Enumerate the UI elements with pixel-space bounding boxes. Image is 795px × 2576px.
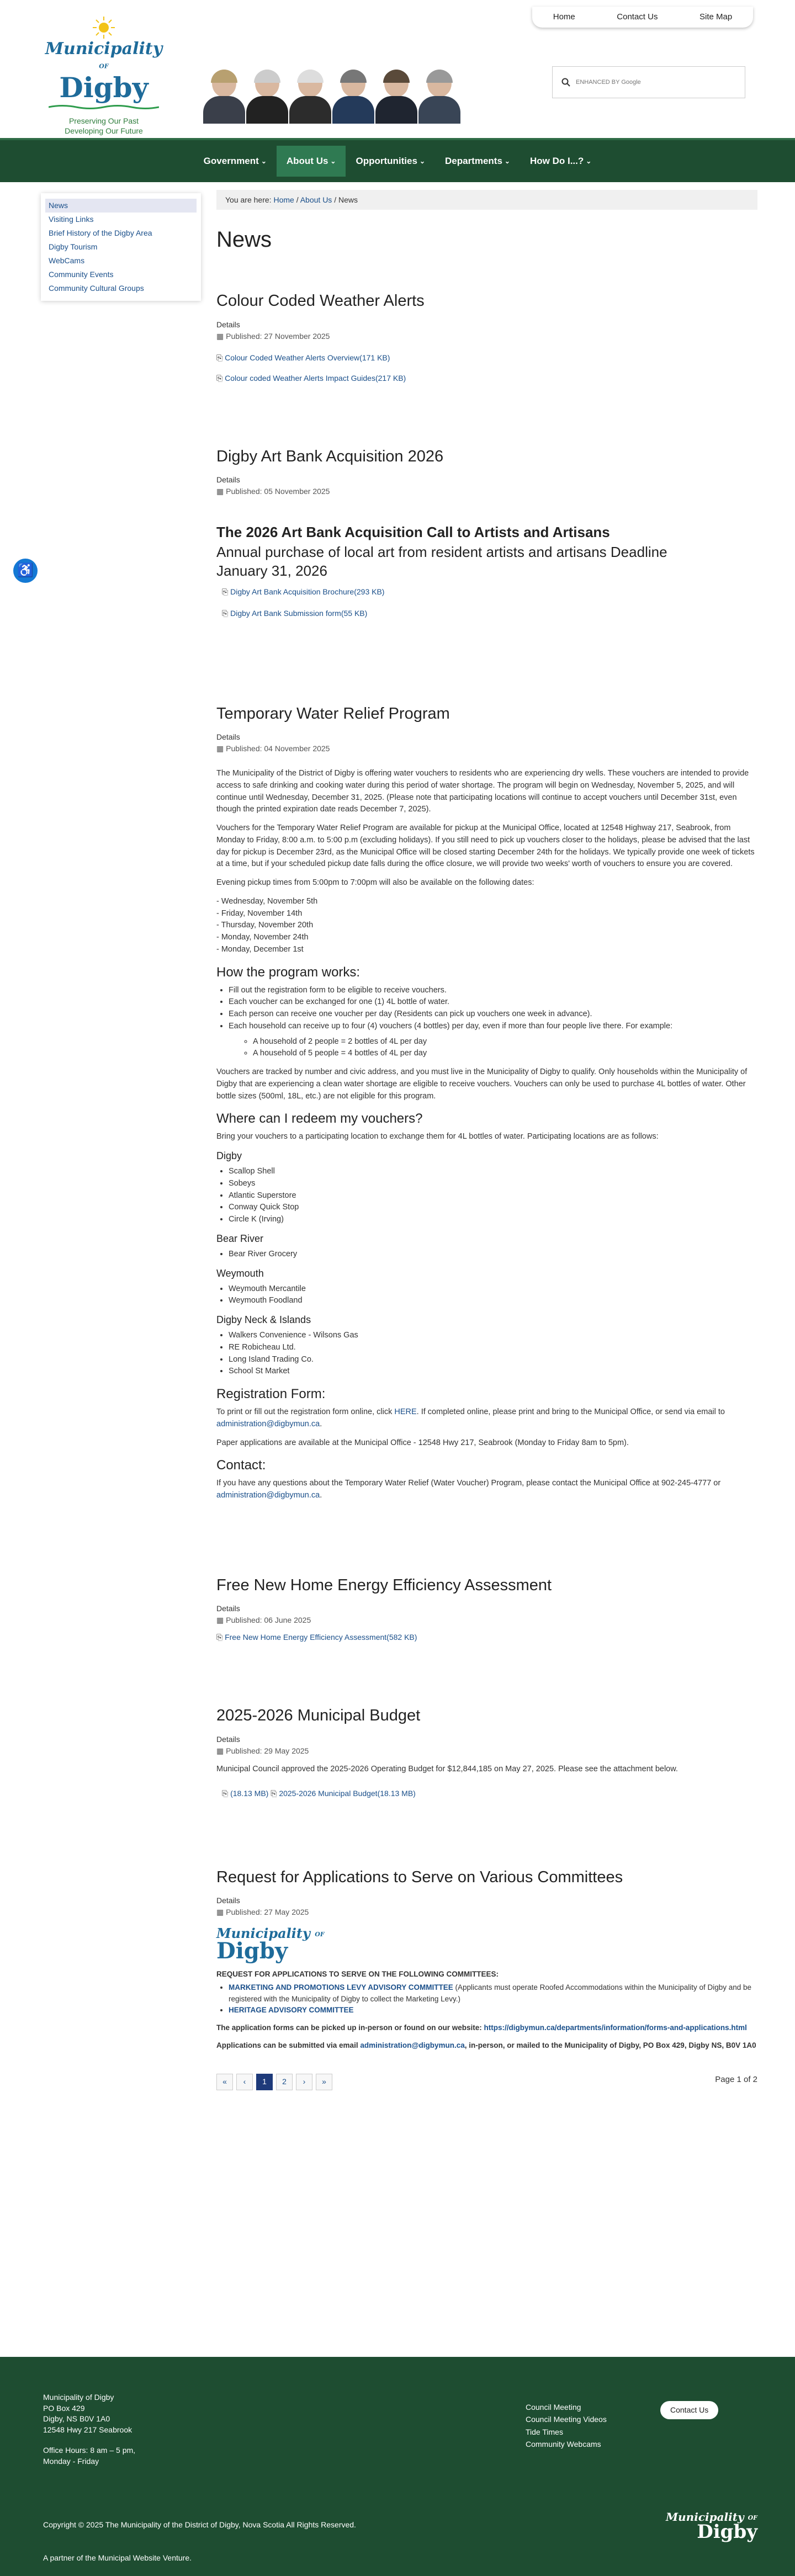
article-energy — [216, 1574, 757, 1644]
list-item: • Bear River Grocery — [229, 1249, 757, 1261]
nav-opportunities[interactable]: Opportunities ⌄ — [356, 156, 425, 167]
example-list — [253, 1036, 757, 1060]
store-list — [229, 1283, 757, 1308]
partner-text: A partner of the Municipal Website Venture. — [43, 2553, 192, 2562]
art-heading: The 2026 Art Bank Acquisition Call to Artists and Artisans — [216, 524, 610, 540]
attachment[interactable]: ⎘ Colour coded Weather Alerts Impact Guides(217 KB) — [216, 373, 406, 383]
list-item: • Walkers Convenience - Wilsons Gas — [229, 1330, 757, 1342]
how-heading: How the program works: — [216, 964, 361, 980]
breadcrumb-current: News — [338, 195, 358, 204]
article-title[interactable]: Digby Art Bank Acquisition 2026 — [216, 447, 444, 465]
list-item: • Each voucher can be exchanged for one (1) 4L bottle of water. — [229, 996, 757, 1008]
list-item: • Scallop Shell — [229, 1166, 757, 1178]
chevron-down-icon: ⌄ — [330, 157, 336, 165]
email-link[interactable]: administration@digbymun.ca — [216, 1419, 320, 1428]
address-line: PO Box 429 — [43, 2403, 85, 2413]
footer-link-webcams[interactable]: Community Webcams — [526, 2440, 601, 2449]
published-date: ▦ Published: 27 May 2025 — [216, 1908, 309, 1917]
council-member — [332, 67, 374, 123]
store-list — [229, 1249, 757, 1261]
contact-us-link[interactable]: Contact Us — [617, 12, 658, 22]
council-member — [418, 67, 460, 123]
pickup-date: - Monday, December 1st — [216, 944, 304, 954]
document-icon: ⎘ — [222, 587, 229, 596]
budget-paragraph: Municipal Council approved the 2025-2026 Operating Budget for $12,844,185 on May 27, 2025. Please see the attachment below. — [216, 1764, 678, 1773]
forms-link[interactable]: https://digbymun.ca/departments/information/forms-and-applications.html — [484, 2023, 747, 2032]
article-art-bank — [216, 445, 757, 619]
calendar-icon: ▦ — [216, 487, 224, 496]
water-paragraph: Vouchers for the Temporary Water Relief Program are available for pickup at the Municipal Office, located at 12548 Highway 217, Seabrook, from Monday to Friday, 8:00 a.m. to 5:00 p.m (excluding holidays). If you still need to pick up vouchers closer to the holidays, please be advised that the last day for pickup is December 23rd, as the Municipal Office will be closed starting December 24th for the holidays. We typically provide one week of tickets at a time, but if your scheduled pickup date falls during the office closure, we will provide two weeks' worth of vouchers to ensure you are covered. — [216, 824, 755, 869]
wave-graphic — [49, 104, 159, 110]
calendar-icon: ▦ — [216, 1908, 224, 1917]
list-item: • Fill out the registration form to be eligible to receive vouchers. — [229, 985, 757, 997]
document-icon: ⎘ — [271, 1788, 277, 1798]
nav-how-do-i[interactable]: How Do I...? ⌄ — [529, 156, 592, 167]
water-paragraph: The Municipality of the District of Digby is offering water vouchers to residents who are experiencing dry wells. These vouchers are intended to provide access to safe drinking and cooking water during this period of water shortage. The program will begin on Wednesday, November 5, 2025, and will continue until Wednesday, December 31, 2025. (Please note that participating locations will continue to accept vouchers until December 31st, even though the printed expiration date reads December 7, 2025). — [216, 769, 749, 814]
main-nav — [0, 138, 795, 182]
calendar-icon: ▦ — [216, 1746, 224, 1755]
details-label: Details — [216, 732, 240, 742]
sidebar-item-events[interactable]: Community Events — [49, 270, 114, 279]
search-input[interactable] — [552, 66, 745, 98]
document-icon: ⎘ — [222, 1788, 229, 1798]
published-date: ▦ Published: 27 November 2025 — [216, 331, 330, 341]
sidebar-item-news[interactable]: News — [45, 199, 197, 213]
footer-logo — [666, 2511, 757, 2541]
heritage-committee-link[interactable]: HERITAGE ADVISORY COMMITTEE — [229, 2005, 354, 2014]
pickup-date: - Monday, November 24th — [216, 933, 309, 942]
document-icon: ⎘ — [216, 373, 223, 383]
site-footer — [0, 2357, 795, 2576]
sidebar-item-visiting-links[interactable]: Visiting Links — [49, 215, 94, 224]
store-list — [229, 1330, 757, 1378]
logo-tagline-1: Preserving Our Past — [68, 116, 139, 125]
sidebar-item-tourism[interactable]: Digby Tourism — [49, 242, 98, 251]
prev-page-button[interactable]: ‹ — [236, 2074, 253, 2090]
list-item: • MARKETING AND PROMOTIONS LEVY ADVISORY COMMITTEE (Applicants must operate Roofed Accommodations within the Municipality of Digby and be registered with the Municipality of Digby to collect the Marketing Levy.) — [229, 1982, 757, 2005]
details-label: Details — [216, 320, 240, 329]
document-icon: ⎘ — [216, 353, 223, 362]
council-member — [375, 67, 417, 123]
council-member — [203, 67, 245, 123]
article-title[interactable]: Free New Home Energy Efficiency Assessment — [216, 1576, 552, 1594]
page-1-button[interactable]: 1 — [256, 2074, 273, 2090]
logo-digby: Digby — [697, 2521, 757, 2543]
top-links — [532, 7, 753, 28]
sidebar-menu — [41, 193, 201, 301]
published-date: ▦ Published: 05 November 2025 — [216, 487, 330, 496]
first-page-button[interactable]: « — [216, 2074, 233, 2090]
next-page-button[interactable]: › — [296, 2074, 312, 2090]
logo-digby: Digby — [59, 71, 149, 104]
logo-municipality: Municipality OF — [666, 2510, 757, 2524]
sidebar-item-history[interactable]: Brief History of the Digby Area — [49, 229, 152, 237]
attachment[interactable]: ⎘ (18.13 MB) ⎘ 2025-2026 Municipal Budget(18.13 MB) — [222, 1788, 416, 1798]
list-item: • Weymouth Foodland — [229, 1295, 757, 1307]
list-item — [229, 2005, 757, 2016]
logo-digby: Digby — [216, 1938, 288, 1964]
chevron-down-icon: ⌄ — [261, 157, 267, 165]
water-paragraph: Evening pickup times from 5:00pm to 7:00pm will also be available on the following dates: — [216, 878, 534, 888]
page-title: News — [216, 227, 272, 252]
footer-link-videos[interactable]: Council Meeting Videos — [526, 2415, 607, 2424]
footer-contact-button[interactable]: Contact Us — [660, 2401, 718, 2419]
council-member — [246, 67, 288, 123]
pager — [216, 2074, 332, 2090]
footer-link-tide-times[interactable]: Tide Times — [526, 2427, 563, 2436]
where-heading: Where can I redeem my vouchers? — [216, 1111, 423, 1127]
list-item: • Circle K (Irving) — [229, 1214, 757, 1226]
sun-icon — [92, 15, 116, 40]
site-map-link[interactable]: Site Map — [699, 12, 733, 22]
document-icon: ⎘ — [222, 608, 229, 618]
store-list — [229, 1166, 757, 1226]
nav-about-us[interactable]: About Us ⌄ — [277, 146, 346, 177]
calendar-icon: ▦ — [216, 744, 224, 753]
article-title[interactable]: 2025-2026 Municipal Budget — [216, 1707, 421, 1725]
details-label: Details — [216, 475, 240, 484]
email-link[interactable]: administration@digbymun.ca — [216, 1491, 320, 1500]
registration-paragraph: To print or fill out the registration form online, click HERE. If completed online, please print and bring to the Municipal Office, or send via email to administration@digbymun.ca. — [216, 1407, 725, 1428]
email-link[interactable]: administration@digbymun.ca — [360, 2041, 465, 2050]
search-placeholder: ENHANCED BY Google — [576, 78, 641, 86]
breadcrumb-home[interactable]: Home — [273, 195, 294, 204]
attachment[interactable]: ⎘ Digby Art Bank Submission form(55 KB) — [222, 608, 368, 618]
attachment[interactable]: ⎘ Colour Coded Weather Alerts Overview(171 KB) — [216, 353, 390, 362]
accessibility-button[interactable] — [13, 559, 38, 583]
committee-list — [229, 1982, 757, 2016]
calendar-icon: ▦ — [216, 1616, 224, 1625]
list-item: • Atlantic Superstore — [229, 1190, 757, 1202]
office-hours: Office Hours: 8 am – 5 pm, — [43, 2446, 136, 2455]
breadcrumb-about[interactable]: About Us — [300, 195, 332, 204]
water-paragraph: Vouchers are tracked by number and civic address, and you must live in the Municipality of Digby to qualify. Only households within the Municipality of Digby that are experiencing a clean water shortage are eligible to receive vouchers. Vouchers can only be used to purchase 4L bottles of water. Other bottle sizes (500ml, 18L, etc.) are not eligible for this program. — [216, 1067, 748, 1101]
list-item: • RE Robicheau Ltd. — [229, 1342, 757, 1354]
details-label: Details — [216, 1896, 240, 1905]
attachment[interactable]: ⎘ Digby Art Bank Acquisition Brochure(293 KB) — [222, 587, 385, 596]
article-committees — [216, 1866, 757, 2052]
sidebar-item-cultural-groups[interactable]: Community Cultural Groups — [49, 284, 144, 293]
main-content — [216, 182, 757, 2096]
published-date: ▦ Published: 29 May 2025 — [216, 1746, 309, 1755]
chevron-down-icon: ⌄ — [586, 157, 592, 165]
article-title[interactable]: Colour Coded Weather Alerts — [216, 292, 425, 310]
council-member — [289, 67, 331, 123]
sidebar-item-webcams[interactable]: WebCams — [49, 256, 85, 265]
council-photo — [203, 65, 435, 123]
list-item: • Weymouth Mercantile — [229, 1283, 757, 1295]
site-header — [0, 0, 795, 138]
article-title[interactable]: Request for Applications to Serve on Various Committees — [216, 1868, 623, 1886]
article-budget — [216, 1704, 757, 1799]
published-date: ▦ Published: 06 June 2025 — [216, 1616, 311, 1625]
committee-paragraph: The application forms can be picked up in-person or found on our website: https://digbymun.ca/departments/information/forms-and-applications.html — [216, 2023, 747, 2032]
chevron-down-icon: ⌄ — [419, 157, 425, 165]
list-item: • Long Island Trading Co. — [229, 1354, 757, 1366]
location-area: Digby — [216, 1150, 242, 1162]
attachment[interactable]: ⎘ Free New Home Energy Efficiency Assessment(582 KB) — [216, 1633, 417, 1642]
contact-paragraph: If you have any questions about the Temporary Water Relief (Water Voucher) Program, please contact the Municipal Office at 902-245-4777 or administration@digbymun.ca. — [216, 1479, 721, 1500]
committee-paragraph: Applications can be submitted via email administration@digbymun.ca, in-person, or mailed to the Municipality of Digby, PO Box 429, Digby NS, B0V 1A0 — [216, 2041, 756, 2050]
address-line: Digby, NS B0V 1A0 — [43, 2414, 110, 2424]
registration-link[interactable]: HERE — [394, 1407, 417, 1417]
registration-heading: Registration Form: — [216, 1387, 326, 1402]
search-icon — [561, 78, 570, 87]
footer-links — [526, 2401, 607, 2451]
pickup-date: - Friday, November 14th — [216, 909, 303, 918]
how-list — [229, 985, 757, 1033]
article-title[interactable]: Temporary Water Relief Program — [216, 704, 450, 723]
page-count: Page 1 of 2 — [715, 2074, 757, 2084]
home-link[interactable]: Home — [553, 12, 575, 22]
article-water — [216, 702, 757, 1502]
pickup-date: - Thursday, November 20th — [216, 921, 314, 930]
address-line: 12548 Hwy 217 Seabrook — [43, 2425, 132, 2434]
footer-link-council-meeting[interactable]: Council Meeting — [526, 2403, 581, 2412]
contact-heading: Contact: — [216, 1458, 266, 1473]
list-item: • Each person can receive one voucher per day (Residents can pick up vouchers one week in advance). — [229, 1008, 757, 1021]
article-logo — [216, 1927, 327, 1962]
marketing-committee-link[interactable]: MARKETING AND PROMOTIONS LEVY ADVISORY COMMITTEE — [229, 1983, 453, 1992]
published-date: ▦ Published: 04 November 2025 — [216, 744, 330, 753]
logo-tagline-2: Developing Our Future — [65, 126, 143, 136]
art-subheading: Annual purchase of local art from resident artists and artisans Deadline January 31, 2026 — [216, 544, 667, 579]
article-weather — [216, 289, 757, 384]
site-logo[interactable] — [43, 15, 165, 136]
nav-government[interactable]: Government ⌄ — [203, 156, 267, 167]
office-hours: Monday - Friday — [43, 2456, 99, 2466]
committees-heading: REQUEST FOR APPLICATIONS TO SERVE ON THE FOLLOWING COMMITTEES: — [216, 1970, 499, 1979]
logo-municipality: Municipality OF — [45, 39, 163, 70]
details-label: Details — [216, 1604, 240, 1613]
copyright: Copyright © 2025 The Municipality of the District of Digby, Nova Scotia All Rights Reserved. — [43, 2520, 356, 2529]
last-page-button[interactable]: » — [316, 2074, 332, 2090]
address-line: Municipality of Digby — [43, 2393, 114, 2402]
document-icon: ⎘ — [216, 1633, 223, 1642]
pickup-date: - Wednesday, November 5th — [216, 896, 318, 906]
calendar-icon: ▦ — [216, 331, 224, 341]
pagination — [216, 2074, 757, 2096]
location-area: Digby Neck & Islands — [216, 1314, 311, 1326]
accessibility-icon: ♿ — [17, 563, 34, 578]
location-area: Bear River — [216, 1233, 264, 1244]
nav-departments[interactable]: Departments ⌄ — [445, 156, 510, 167]
chevron-down-icon: ⌄ — [504, 157, 510, 165]
list-item: • Conway Quick Stop — [229, 1202, 757, 1214]
logo-municipality: Municipality OF — [216, 1925, 325, 1942]
page-2-button[interactable]: 2 — [276, 2074, 293, 2090]
partner-link[interactable]: Municipal Website Venture — [98, 2553, 190, 2562]
footer-address — [43, 2392, 135, 2467]
list-item: • School St Market — [229, 1366, 757, 1378]
registration-paragraph: Paper applications are available at the Municipal Office - 12548 Hwy 217, Seabrook (Monday to Friday 8am to 5pm). — [216, 1438, 629, 1447]
water-paragraph: Bring your vouchers to a participating location to exchange them for 4L bottles of water. Participating locations are as follows: — [216, 1132, 659, 1141]
list-item: ◦ A household of 2 people = 2 bottles of 4L per day — [253, 1036, 757, 1048]
list-item: ◦ A household of 5 people = 4 bottles of 4L per day — [253, 1048, 757, 1060]
location-area: Weymouth — [216, 1267, 264, 1279]
breadcrumb-prefix: You are here: — [225, 195, 272, 204]
pickup-dates — [216, 896, 757, 956]
details-label: Details — [216, 1734, 240, 1744]
list-item: • Sobeys — [229, 1178, 757, 1190]
list-item: • Each household can receive up to four (4) vouchers (4 bottles) per day, even if more than four people live there. For example: — [229, 1021, 757, 1033]
breadcrumb: You are here: Home / About Us / News — [216, 190, 757, 210]
